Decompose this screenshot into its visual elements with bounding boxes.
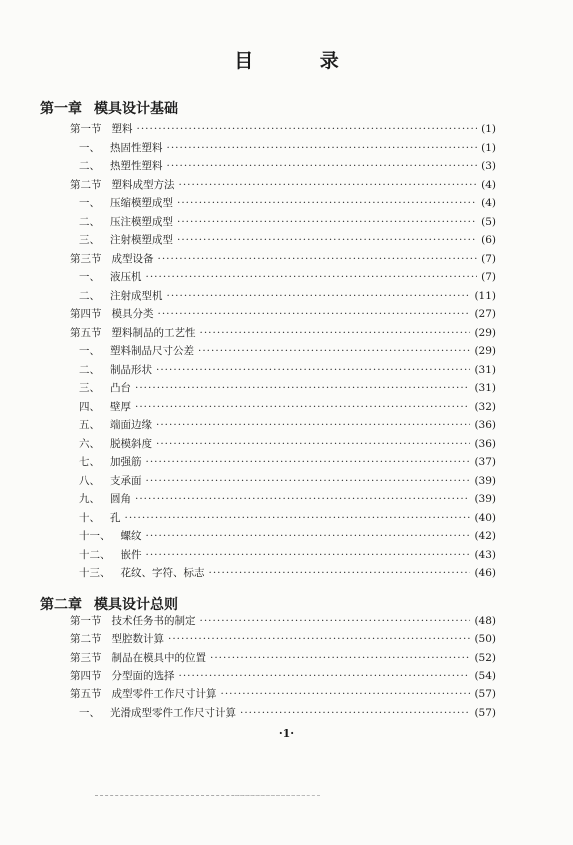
- toc-entry-page: (11): [474, 289, 496, 302]
- toc-entry: [0, 176, 573, 194]
- toc-entry-number: 二、: [79, 363, 100, 376]
- toc-entry-label: [79, 157, 163, 175]
- toc-entry: [0, 416, 573, 434]
- dot-leader: [179, 667, 471, 685]
- toc-entry-line: [79, 342, 496, 360]
- page-number: ·1·: [278, 727, 295, 740]
- dot-leader: [177, 231, 477, 249]
- toc-entry-text: 成型设备: [111, 252, 154, 265]
- toc-entry-text: 螺纹: [120, 530, 142, 542]
- dot-leader: [167, 157, 478, 175]
- toc-entry: [0, 546, 573, 564]
- dot-leader: [177, 194, 477, 212]
- toc-entry: [0, 231, 573, 249]
- toc-entry-page: (50): [474, 633, 496, 646]
- toc-entry-number: 八、: [79, 474, 100, 487]
- toc-entry-text: 型腔数计算: [111, 633, 164, 646]
- toc-entry: [0, 213, 573, 231]
- toc-entry-label: [79, 213, 173, 231]
- toc-entry-page: (29): [474, 345, 496, 357]
- toc-entry-line: [79, 416, 496, 434]
- toc-entry-page: (40): [474, 511, 496, 524]
- toc-entry-number: 第一节: [70, 123, 102, 135]
- dot-leader: [167, 287, 471, 305]
- toc-entry-text: 技术任务书的制定: [111, 615, 196, 627]
- toc-entry-line: [79, 398, 496, 416]
- toc-entry-text: 孔: [110, 511, 121, 524]
- toc-entry-label: [70, 324, 196, 342]
- toc-entry-text: 制品形状: [110, 363, 152, 376]
- toc-entry-number: 第四节: [70, 669, 102, 682]
- toc-entry-number: 六、: [79, 437, 100, 450]
- toc-entry-label: [70, 250, 154, 268]
- dot-leader: [200, 612, 471, 630]
- toc-entry-line: [79, 472, 496, 490]
- toc-entry-text: 成型零件工作尺寸计算: [111, 688, 217, 701]
- toc-entry: [0, 509, 573, 527]
- toc-entry-line: [79, 527, 496, 545]
- dot-leader: [135, 379, 470, 397]
- toc-entry-number: 十二、: [79, 548, 111, 561]
- toc-entry-page: (36): [474, 437, 496, 450]
- dot-leader: [125, 509, 471, 527]
- dot-leader: [146, 527, 471, 545]
- toc-entry-text: 液压机: [110, 271, 142, 283]
- toc-entry: [0, 324, 573, 342]
- toc-entry: [0, 305, 573, 323]
- toc-entry-line: [70, 612, 496, 630]
- toc-entry: [0, 564, 573, 582]
- toc-entry-text: 花纹、字符、标志: [120, 567, 205, 579]
- toc-entry-label: [79, 268, 142, 286]
- dot-leader: [135, 490, 470, 508]
- toc-entry-line: [79, 435, 496, 453]
- dot-leader: [198, 342, 470, 360]
- toc-entry-page: (7): [481, 252, 496, 265]
- toc-entry-label: [79, 416, 152, 434]
- toc-entry-line: [79, 490, 496, 508]
- toc-entry-line: [79, 194, 496, 212]
- toc-entry-page: (36): [474, 419, 496, 431]
- toc-entry: [0, 287, 573, 305]
- toc-entry-label: [70, 176, 175, 194]
- toc-entry-number: 一、: [79, 271, 100, 283]
- toc-entry-label: [70, 120, 133, 138]
- toc-entry: [0, 704, 573, 722]
- toc-entry-number: 十三、: [79, 567, 111, 579]
- dot-leader: [158, 305, 471, 323]
- dot-leader: [156, 435, 470, 453]
- toc-entry-label: [70, 305, 154, 323]
- toc-entry-label: [79, 472, 142, 490]
- toc-entry-label: [79, 379, 131, 397]
- chapter-number: 第一章: [40, 101, 82, 117]
- toc-entry-number: 十、: [79, 511, 100, 524]
- toc-entry-number: 九、: [79, 493, 100, 505]
- toc-entry-page: (5): [481, 215, 496, 228]
- toc-entry-number: 五、: [79, 419, 100, 431]
- toc-entry-text: 热固性塑料: [110, 141, 163, 154]
- toc-entry-line: [70, 176, 496, 194]
- dot-leader: [177, 213, 477, 231]
- toc-entry: [0, 472, 573, 490]
- toc-entry: [0, 435, 573, 453]
- toc-entry-line: [70, 685, 496, 703]
- toc-entry-page: (52): [474, 651, 496, 664]
- toc-entry: [0, 612, 573, 630]
- toc-entry-text: 支承面: [110, 474, 142, 487]
- toc-entry-number: 三、: [79, 382, 100, 394]
- toc-entry-label: [79, 139, 163, 157]
- toc-entry-line: [70, 250, 496, 268]
- toc-entry-label: [70, 667, 175, 685]
- dot-leader: [135, 398, 470, 416]
- toc-entry: [0, 685, 573, 703]
- toc-entry-page: (43): [474, 548, 496, 561]
- toc-entry-text: 嵌件: [120, 548, 142, 561]
- toc-entry-number: 第三节: [70, 651, 102, 664]
- toc-entry-text: 注射成型机: [110, 289, 163, 302]
- toc-entry-page: (39): [474, 474, 496, 487]
- toc-entry-number: 第五节: [70, 688, 102, 701]
- toc-entry-text: 压注模塑成型: [110, 215, 173, 228]
- toc-entry: [0, 527, 573, 545]
- page-title: 目 录: [234, 50, 369, 72]
- toc-entry-label: [79, 490, 131, 508]
- chapter-number: 第二章: [40, 597, 82, 613]
- toc-entry-page: (57): [474, 706, 496, 719]
- toc-entry-number: 一、: [79, 141, 100, 154]
- chapter-heading: [40, 594, 178, 614]
- toc-entry-text: 注射模塑成型: [110, 234, 173, 246]
- toc-entry-number: 第五节: [70, 326, 102, 339]
- toc-entry-text: 塑料: [111, 123, 133, 135]
- toc-entry-line: [79, 704, 496, 722]
- toc-entry-page: (27): [474, 308, 496, 320]
- toc-entry-page: (48): [474, 615, 496, 627]
- toc-entry-page: (54): [474, 669, 496, 682]
- toc-entry-number: 四、: [79, 400, 100, 413]
- dot-leader: [221, 685, 471, 703]
- toc-entry-page: (4): [481, 178, 496, 191]
- toc-entry-label: [70, 649, 206, 667]
- toc-entry-number: 一、: [79, 197, 100, 209]
- toc-entry-label: [79, 546, 142, 564]
- toc-entry-label: [79, 527, 142, 545]
- toc-entry-line: [79, 287, 496, 305]
- toc-entry-line: [79, 546, 496, 564]
- toc-entry-label: [79, 704, 236, 722]
- toc-entry-label: [79, 287, 163, 305]
- toc-entry-number: 第三节: [70, 252, 102, 265]
- toc-entry-number: 三、: [79, 234, 100, 246]
- toc-entry-label: [79, 453, 142, 471]
- toc-entry-line: [79, 213, 496, 231]
- toc-entry: [0, 361, 573, 379]
- toc-entry-label: [79, 231, 173, 249]
- chapter-heading: [40, 98, 178, 118]
- toc-entry-number: 二、: [79, 160, 100, 172]
- toc-entry: [0, 649, 573, 667]
- toc-entry-line: [70, 324, 496, 342]
- toc-entry-page: (1): [481, 123, 496, 135]
- toc-entry-number: 二、: [79, 215, 100, 228]
- toc-entry-line: [70, 305, 496, 323]
- toc-entry: [0, 453, 573, 471]
- toc-entry: [0, 490, 573, 508]
- dot-leader: [146, 546, 471, 564]
- toc-entry: [0, 667, 573, 685]
- toc-entry-number: 七、: [79, 456, 100, 468]
- toc-entry-number: 第一节: [70, 615, 102, 627]
- toc-entry-page: (31): [474, 382, 496, 394]
- toc-entry-line: [70, 630, 496, 648]
- toc-entry-number: 二、: [79, 289, 100, 302]
- toc-entry-label: [79, 361, 152, 379]
- toc-entry: [0, 379, 573, 397]
- dot-leader: [240, 704, 470, 722]
- toc-entry-number: 一、: [79, 706, 100, 719]
- toc-entry-text: 光滑成型零件工作尺寸计算: [110, 706, 236, 719]
- toc-entry-text: 塑料制品尺寸公差: [110, 345, 194, 357]
- toc-entry-page: (3): [481, 160, 496, 172]
- toc-entry-label: [79, 564, 205, 582]
- toc-entry-number: 十一、: [79, 530, 111, 542]
- toc-entry-text: 脱模斜度: [110, 437, 152, 450]
- dot-leader: [167, 139, 478, 157]
- toc-entry-text: 分型面的选择: [111, 669, 175, 682]
- toc-entry-line: [79, 453, 496, 471]
- toc-entry-line: [79, 361, 496, 379]
- toc-entry-page: (39): [474, 493, 496, 505]
- toc-entry-label: [79, 435, 152, 453]
- toc-entry-label: [79, 398, 131, 416]
- dot-leader: [146, 268, 478, 286]
- toc-entry-line: [79, 509, 496, 527]
- toc-entry-line: [70, 667, 496, 685]
- toc-entry-page: (57): [474, 688, 496, 701]
- toc-entry-page: (29): [474, 326, 496, 339]
- chapter-title: 模具设计总则: [94, 597, 178, 613]
- toc-entry-line: [70, 120, 496, 138]
- toc-entry-line: [79, 564, 496, 582]
- toc-entry-label: [70, 685, 217, 703]
- dot-leader: [200, 324, 471, 342]
- toc-entry: [0, 194, 573, 212]
- toc-entry-number: 第二节: [70, 633, 102, 646]
- toc-entry-text: 模具分类: [111, 308, 154, 320]
- toc-entry-line: [79, 231, 496, 249]
- toc-entry-page: (1): [481, 141, 496, 154]
- toc-entry-number: 一、: [79, 345, 100, 357]
- dot-leader: [179, 176, 478, 194]
- toc-entry-line: [79, 268, 496, 286]
- scan-artifact: [235, 795, 320, 797]
- toc-entry: [0, 250, 573, 268]
- toc-entry: [0, 630, 573, 648]
- chapter-title: 模具设计基础: [94, 101, 178, 117]
- dot-leader: [210, 649, 470, 667]
- toc-entry-line: [79, 139, 496, 157]
- toc-entry-text: 壁厚: [110, 400, 131, 413]
- toc-entry-text: 凸台: [110, 382, 131, 394]
- toc-entry-line: [79, 157, 496, 175]
- dot-leader: [158, 250, 478, 268]
- toc-entry-number: 第四节: [70, 308, 102, 320]
- dot-leader: [156, 416, 470, 434]
- toc-entry-page: (46): [474, 567, 496, 579]
- dot-leader: [137, 120, 478, 138]
- toc-entry-label: [79, 342, 194, 360]
- toc-entry-label: [70, 612, 196, 630]
- dot-leader: [156, 361, 470, 379]
- toc-entry-line: [70, 649, 496, 667]
- dot-leader: [146, 472, 471, 490]
- toc-entry-page: (37): [474, 456, 496, 468]
- toc-entry-label: [79, 194, 173, 212]
- toc-entry-page: (7): [481, 271, 496, 283]
- toc-entry: [0, 342, 573, 360]
- toc-entry-line: [79, 379, 496, 397]
- toc-entry-text: 端面边缘: [110, 419, 152, 431]
- toc-entry: [0, 139, 573, 157]
- toc-entry-label: [70, 630, 164, 648]
- toc-entry: [0, 120, 573, 138]
- toc-entry: [0, 268, 573, 286]
- toc-entry-page: (4): [481, 197, 496, 209]
- toc-entry-text: 圆角: [110, 493, 131, 505]
- toc-entry-label: [79, 509, 121, 527]
- toc-entry-text: 制品在模具中的位置: [111, 651, 206, 664]
- toc-entry-text: 塑料成型方法: [111, 178, 175, 191]
- toc-entry: [0, 398, 573, 416]
- toc-entry-page: (42): [474, 530, 496, 542]
- toc-entry-number: 第二节: [70, 178, 102, 191]
- toc-entry-page: (6): [481, 234, 496, 246]
- dot-leader: [168, 630, 470, 648]
- toc-entry-text: 塑料制品的工艺性: [111, 326, 196, 339]
- toc-entry-page: (31): [474, 363, 496, 376]
- toc-entry-text: 加强筋: [110, 456, 142, 468]
- dot-leader: [209, 564, 471, 582]
- dot-leader: [146, 453, 471, 471]
- toc-entry-text: 压缩模塑成型: [110, 197, 173, 209]
- toc-entry: [0, 157, 573, 175]
- toc-entry-page: (32): [474, 400, 496, 413]
- toc-entry-text: 热塑性塑料: [110, 160, 163, 172]
